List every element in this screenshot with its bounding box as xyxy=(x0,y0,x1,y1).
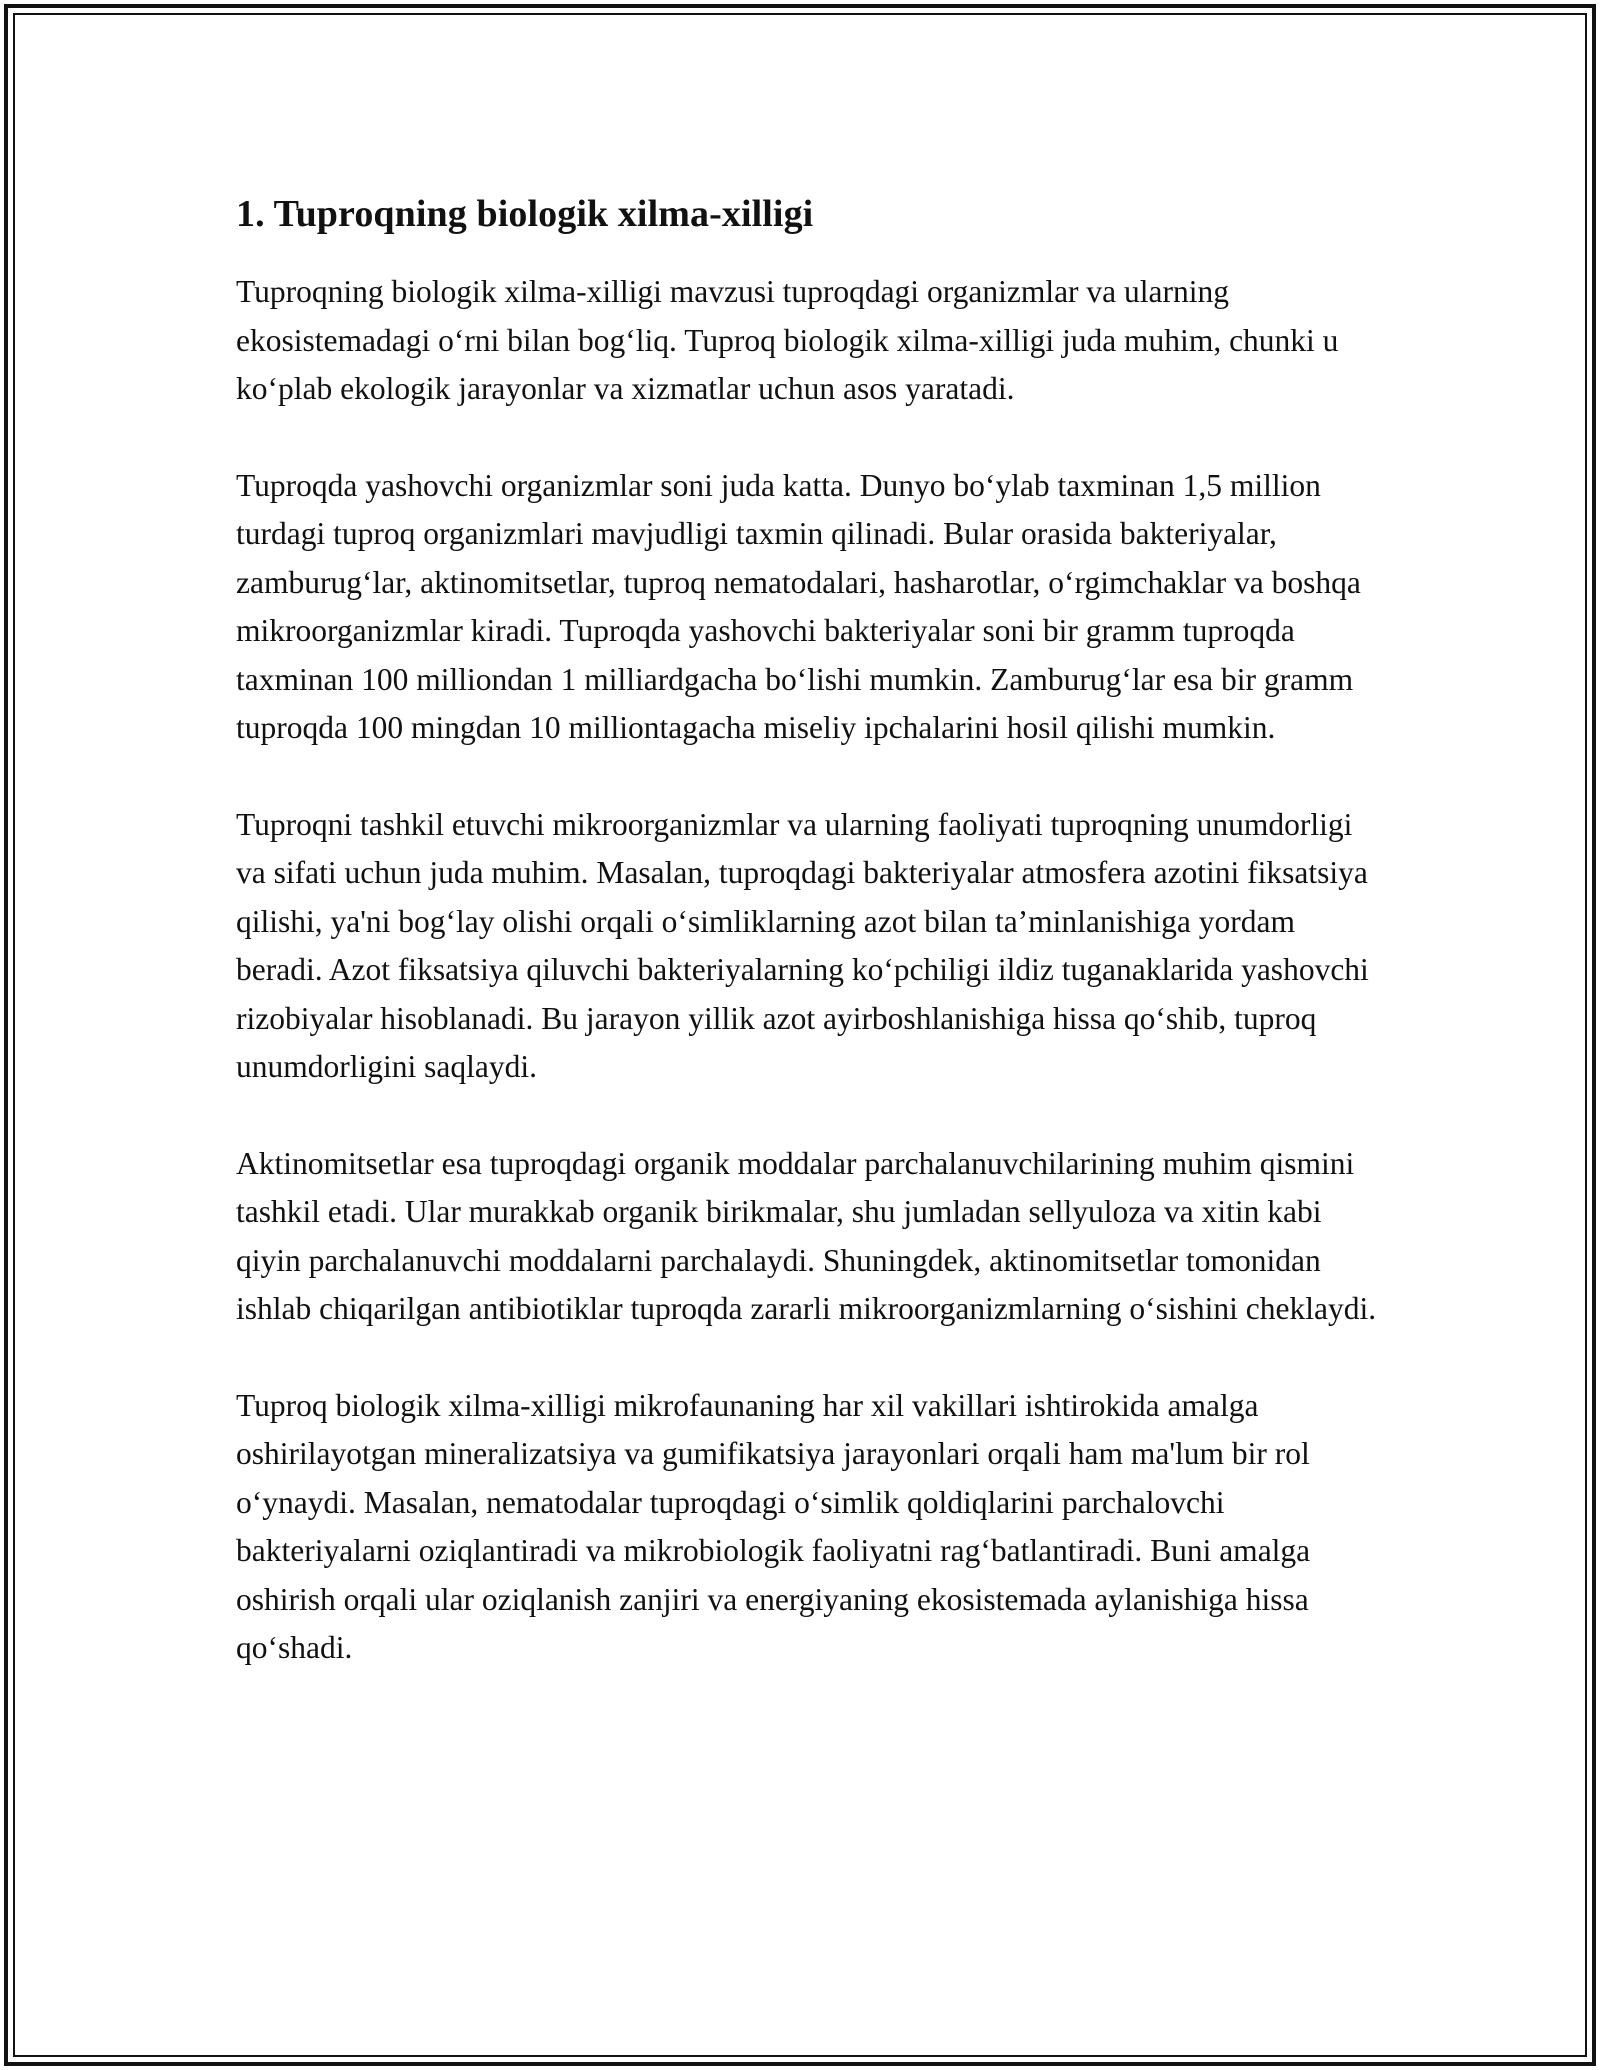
paragraph-4: Aktinomitsetlar esa tuproqdagi organik moddalar parchalanuvchilarining muhim qismini tashkil etadi. Ular murakkab organik birikmalar, shu jumladan sellyuloza va xitin kabi qiyin parchalanuvchi moddalarni parchalaydi. Shuningdek, aktinomitsetlar tomonidan ishlab chiqarilgan antibiotiklar tuproqda zararli mikroorganizmlarning o‘sishini cheklaydi. xyxy=(236,1145,1377,1326)
paragraph-2: Tuproqda yashovchi organizmlar soni juda katta. Dunyo bo‘ylab taxminan 1,5 million turdagi tuproq organizmlari mavjudligi taxmin qilinadi. Bular orasida bakteriyalar, zamburug‘lar, aktinomitsetlar, tuproq nematodalari, hasharotlar, o‘rgimchaklar va boshqa mikroorganizmlar kiradi. Tuproqda yashovchi bakteriyalar soni bir gramm tuproqda taxminan 100 milliondan 1 milliardgacha bo‘lishi mumkin. Zamburug‘lar esa bir gramm tuproqda 100 mingdan 10 milliontagacha miseliy ipchalarini hosil qilishi mumkin. xyxy=(236,467,1361,745)
section-heading: 1. Tuproqning biologik xilma-xilligi xyxy=(236,193,814,235)
paragraph-5: Tuproq biologik xilma-xilligi mikrofaunaning har xil vakillari ishtirokida amalga oshirilayotgan mineralizatsiya va gumifikatsiya jarayonlari orqali ham ma'lum bir rol o‘ynaydi. Masalan, nematodalar tuproqdagi o‘simlik qoldiqlarini parchalovchi bakteriyalarni oziqlantiradi va mikrobiologik faoliyatni rag‘batlantiradi. Buni amalga oshirish orqali ular oziqlanish zanjiri va energiyaning ekosistemada aylanishiga hissa qo‘shadi. xyxy=(236,1387,1311,1665)
paragraph-3: Tuproqni tashkil etuvchi mikroorganizmlar va ularning faoliyati tuproqning unumdorligi va sifati uchun juda muhim. Masalan, tuproqdagi bakteriyalar atmosfera azotini fiksatsiya qilishi, ya'ni bog‘lay olishi orqali o‘simliklarning azot bilan ta’minlanishiga yordam beradi. Azot fiksatsiya qiluvchi bakteriyalarning ko‘pchiligi ildiz tuganaklarida yashovchi rizobiyalar hisoblanadi. Bu jarayon yillik azot ayirboshlanishiga hissa qo‘shib, tuproq unumdorligini saqlaydi. xyxy=(236,806,1369,1084)
paragraph-1: Tuproqning biologik xilma-xilligi mavzusi tuproqdagi organizmlar va ularning ekosistemadagi o‘rni bilan bog‘liq. Tuproq biologik xilma-xilligi juda muhim, chunki u ko‘plab ekologik jarayonlar va xizmatlar uchun asos yaratadi. xyxy=(236,274,1339,406)
document-body xyxy=(236,186,1386,1673)
